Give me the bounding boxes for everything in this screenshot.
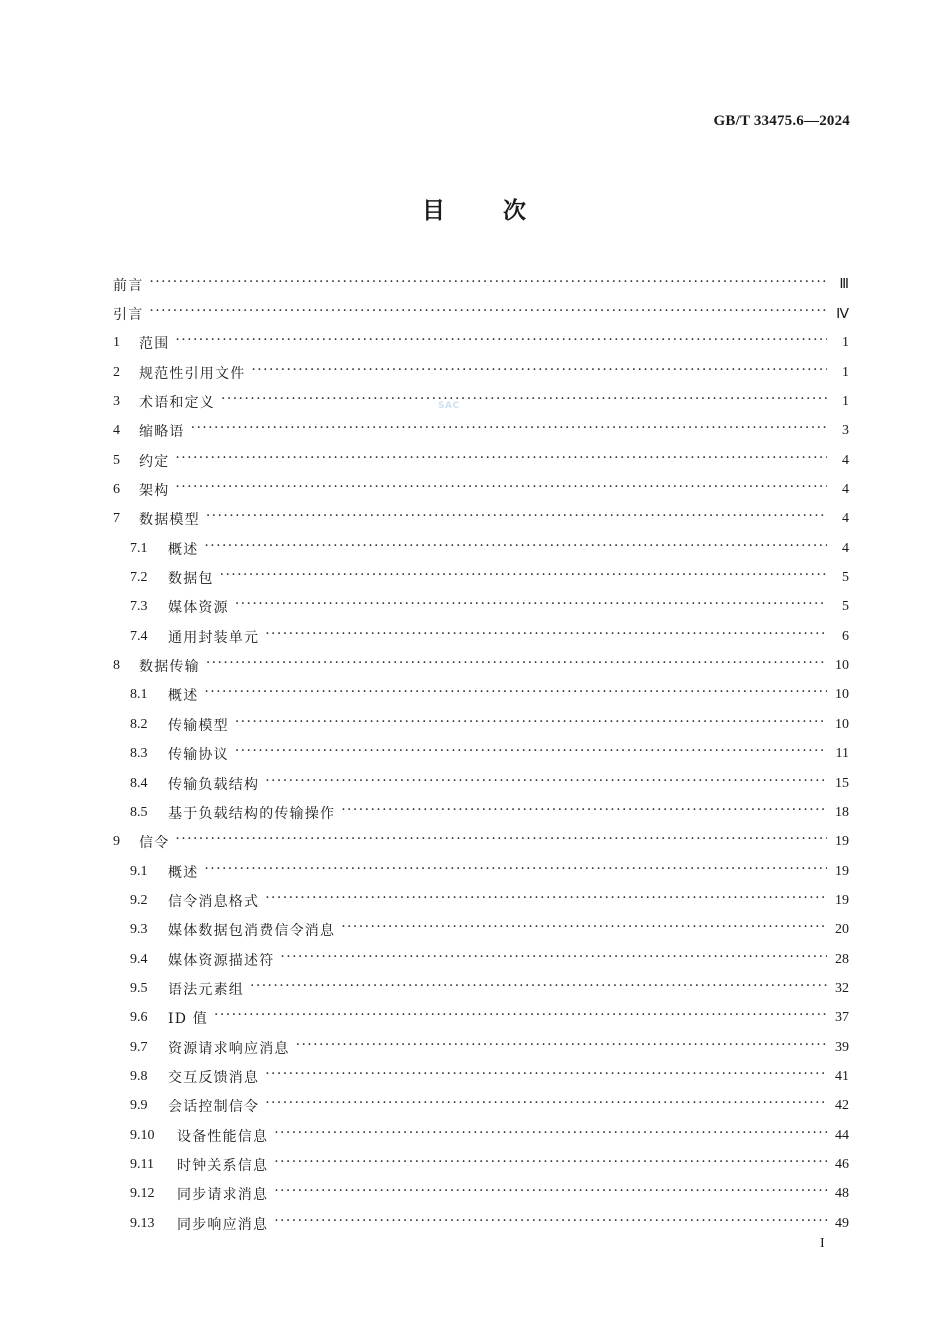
toc-entry-page: 11	[835, 746, 849, 762]
toc-entry-page: 46	[835, 1156, 849, 1172]
toc-entry-number: 9.10	[130, 1127, 155, 1143]
toc-entry-number: 5	[113, 452, 120, 468]
dot-leader	[175, 835, 827, 849]
dot-leader	[235, 600, 827, 614]
toc-entry-title: 信令消息格式	[168, 893, 260, 910]
toc-entry-number: 8.5	[130, 804, 148, 820]
toc-entry-title: ID 值	[168, 1011, 209, 1028]
toc-entry-page: 1	[842, 335, 849, 351]
toc-entry[interactable]	[113, 622, 849, 651]
dot-leader	[265, 630, 827, 644]
toc-entry-title: 规范性引用文件	[139, 365, 246, 382]
toc-entry-number: 8.1	[130, 687, 148, 703]
toc-list	[113, 270, 849, 1238]
toc-entry-number: 9.2	[130, 892, 148, 908]
toc-title-part1: 目	[422, 198, 447, 224]
toc-entry-page: 4	[842, 511, 849, 527]
toc-entry-title: 媒体资源	[168, 600, 229, 617]
toc-entry-page: 48	[835, 1186, 849, 1202]
toc-entry-number: 9.13	[130, 1215, 155, 1231]
dot-leader	[274, 1129, 827, 1143]
dot-leader	[280, 953, 827, 967]
dot-leader	[220, 571, 827, 585]
toc-entry-number: 8.3	[130, 746, 148, 762]
toc-entry-page: 1	[842, 394, 849, 410]
toc-entry-title: 数据传输	[139, 659, 200, 676]
toc-entry[interactable]	[113, 1092, 849, 1121]
toc-entry-page: 49	[835, 1215, 849, 1231]
dot-leader	[175, 336, 827, 350]
toc-entry-page: 18	[835, 804, 849, 820]
toc-entry-title: 引言	[113, 307, 144, 324]
toc-entry-page: 15	[835, 775, 849, 791]
dot-leader	[204, 542, 827, 556]
footer-page-number: I	[820, 1236, 825, 1251]
toc-entry-title: 媒体数据包消费信令消息	[168, 923, 336, 940]
toc-entry-number: 7	[113, 511, 120, 527]
toc-entry[interactable]	[113, 828, 849, 857]
toc-entry-page: 4	[842, 452, 849, 468]
toc-entry-page: 44	[835, 1127, 849, 1143]
dot-leader	[265, 1070, 827, 1084]
toc-entry-title: 传输协议	[168, 747, 229, 764]
toc-entry[interactable]	[113, 593, 849, 622]
toc-entry[interactable]	[113, 299, 849, 328]
toc-entry-page: 20	[835, 922, 849, 938]
toc-entry-number: 9.6	[130, 1010, 148, 1026]
toc-entry-page: 19	[835, 892, 849, 908]
dot-leader	[265, 1099, 827, 1113]
toc-title-part2: 次	[503, 198, 528, 224]
dot-leader	[206, 512, 827, 526]
toc-entry-title: 约定	[139, 453, 170, 470]
dot-leader	[341, 923, 827, 937]
toc-entry[interactable]	[113, 769, 849, 798]
toc-entry[interactable]	[113, 475, 849, 504]
toc-entry-page: 42	[835, 1098, 849, 1114]
dot-leader	[274, 1158, 827, 1172]
toc-entry-page: 5	[842, 570, 849, 586]
toc-entry-number: 6	[113, 482, 120, 498]
toc-entry[interactable]	[113, 886, 849, 915]
dot-leader	[274, 1217, 827, 1231]
toc-entry[interactable]	[113, 1209, 849, 1238]
toc-entry-page: 28	[835, 951, 849, 967]
standard-code: GB/T 33475.6—2024	[713, 113, 850, 129]
toc-entry[interactable]	[113, 798, 849, 827]
toc-entry-page: 5	[842, 599, 849, 615]
dot-leader	[149, 307, 827, 321]
toc-entry-page: 32	[835, 980, 849, 996]
toc-entry-number: 8.2	[130, 716, 148, 732]
toc-entry-title: 前言	[113, 277, 144, 294]
toc-entry-title: 交互反馈消息	[168, 1069, 260, 1086]
toc-entry-page: 6	[842, 628, 849, 644]
toc-entry[interactable]	[113, 1121, 849, 1150]
toc-entry-title: 资源请求响应消息	[168, 1040, 290, 1057]
dot-leader	[214, 1011, 827, 1025]
dot-leader	[250, 982, 827, 996]
toc-entry[interactable]	[113, 974, 849, 1003]
toc-entry-title: 数据包	[168, 571, 214, 588]
toc-entry-title: 传输模型	[168, 717, 229, 734]
toc-entry[interactable]	[113, 651, 849, 680]
dot-leader	[204, 688, 827, 702]
toc-entry-title: 时钟关系信息	[177, 1157, 269, 1174]
toc-entry-page: 4	[842, 482, 849, 498]
toc-entry-page: 19	[835, 863, 849, 879]
toc-entry-number: 9.11	[130, 1156, 154, 1172]
toc-entry-number: 8	[113, 658, 120, 674]
toc-entry-title: 术语和定义	[139, 395, 215, 412]
toc-entry-page: 41	[835, 1068, 849, 1084]
toc-entry-title: 基于负载结构的传输操作	[168, 805, 336, 822]
toc-entry-title: 信令	[139, 835, 170, 852]
sac-watermark: SAC	[438, 401, 460, 411]
toc-entry-title: 设备性能信息	[177, 1128, 269, 1145]
dot-leader	[265, 777, 827, 791]
toc-entry[interactable]	[113, 1062, 849, 1091]
toc-title	[0, 192, 950, 225]
dot-leader	[274, 1187, 827, 1201]
toc-entry[interactable]	[113, 1004, 849, 1033]
toc-entry-number: 9	[113, 834, 120, 850]
toc-entry-title: 数据模型	[139, 512, 200, 529]
toc-entry[interactable]	[113, 534, 849, 563]
toc-entry-number: 3	[113, 394, 120, 410]
dot-leader	[206, 659, 827, 673]
dot-leader	[235, 718, 827, 732]
toc-entry-number: 1	[113, 335, 120, 351]
toc-entry-title: 会话控制信令	[168, 1099, 260, 1116]
toc-entry-title: 范围	[139, 336, 170, 353]
toc-entry[interactable]	[113, 857, 849, 886]
toc-entry-title: 通用封装单元	[168, 629, 260, 646]
toc-entry-number: 9.1	[130, 863, 148, 879]
toc-entry-page: 19	[835, 834, 849, 850]
toc-entry[interactable]	[113, 1033, 849, 1062]
dot-leader	[204, 865, 827, 879]
dot-leader	[175, 483, 827, 497]
toc-entry-page: 10	[835, 687, 849, 703]
dot-leader	[175, 454, 827, 468]
toc-entry[interactable]	[113, 505, 849, 534]
toc-entry-title: 概述	[168, 541, 199, 558]
toc-entry[interactable]	[113, 1150, 849, 1179]
toc-entry[interactable]	[113, 1180, 849, 1209]
toc-entry-number: 7.4	[130, 628, 148, 644]
toc-entry-number: 8.4	[130, 775, 148, 791]
toc-entry-number: 7.3	[130, 599, 148, 615]
dot-leader	[296, 1041, 827, 1055]
toc-entry-number: 7.1	[130, 540, 148, 556]
toc-entry-number: 4	[113, 423, 120, 439]
toc-entry-number: 9.9	[130, 1098, 148, 1114]
toc-entry[interactable]	[113, 740, 849, 769]
toc-entry[interactable]	[113, 681, 849, 710]
toc-entry-number: 2	[113, 364, 120, 380]
toc-entry-number: 9.5	[130, 980, 148, 996]
toc-entry-number: 9.7	[130, 1039, 148, 1055]
toc-entry-number: 7.2	[130, 570, 148, 586]
toc-entry-number: 9.8	[130, 1068, 148, 1084]
toc-entry[interactable]	[113, 446, 849, 475]
toc-entry-title: 媒体资源描述符	[168, 952, 275, 969]
toc-entry-number: 9.4	[130, 951, 148, 967]
toc-entry-page: Ⅲ	[839, 277, 849, 293]
dot-leader	[341, 806, 827, 820]
toc-entry-title: 语法元素组	[168, 981, 244, 998]
dot-leader	[191, 424, 827, 438]
toc-entry-page: 37	[835, 1010, 849, 1026]
toc-entry-page: 1	[842, 364, 849, 380]
dot-leader	[221, 395, 827, 409]
toc-entry-number: 9.3	[130, 922, 148, 938]
toc-entry-page: Ⅳ	[836, 306, 849, 322]
toc-entry-title: 概述	[168, 688, 199, 705]
dot-leader	[265, 894, 827, 908]
dot-leader	[251, 366, 827, 380]
toc-entry-title: 缩略语	[139, 424, 185, 441]
toc-entry[interactable]	[113, 329, 849, 358]
toc-entry-title: 概述	[168, 864, 199, 881]
toc-entry[interactable]	[113, 270, 849, 299]
toc-entry-title: 架构	[139, 483, 170, 500]
toc-entry[interactable]	[113, 387, 849, 416]
toc-entry-title: 同步请求消息	[177, 1187, 269, 1204]
dot-leader	[149, 278, 827, 292]
toc-entry-title: 传输负载结构	[168, 776, 260, 793]
toc-entry[interactable]	[113, 916, 849, 945]
toc-entry-page: 10	[835, 658, 849, 674]
toc-entry[interactable]	[113, 945, 849, 974]
toc-entry[interactable]	[113, 417, 849, 446]
toc-entry[interactable]	[113, 358, 849, 387]
toc-entry-page: 4	[842, 540, 849, 556]
dot-leader	[235, 747, 827, 761]
toc-entry-title: 同步响应消息	[177, 1216, 269, 1233]
toc-entry[interactable]	[113, 563, 849, 592]
toc-entry[interactable]	[113, 710, 849, 739]
toc-entry-page: 39	[835, 1039, 849, 1055]
toc-entry-page: 3	[842, 423, 849, 439]
toc-entry-page: 10	[835, 716, 849, 732]
toc-entry-number: 9.12	[130, 1186, 155, 1202]
